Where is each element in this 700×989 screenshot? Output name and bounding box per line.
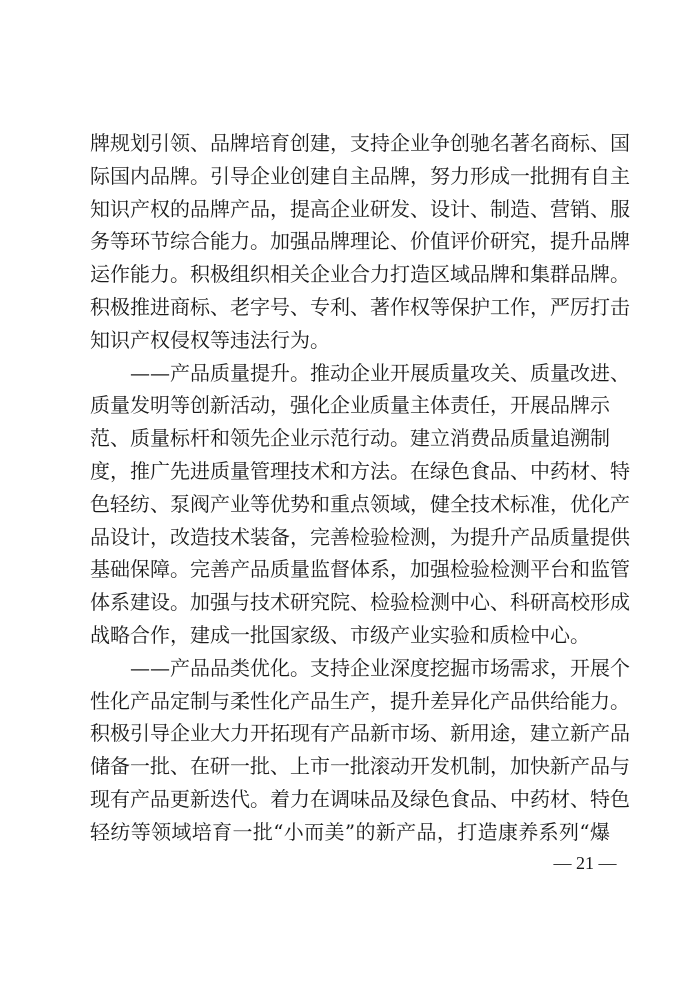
text-line: 积极推进商标、老字号、专利、著作权等保护工作，严厉打击 [90,294,630,319]
document-body [90,127,630,849]
text-line: 品设计，改造技术装备，完善检验检测，为提升产品质量提供 [90,524,630,549]
text-line: 体系建设。加强与技术研究院、检验检测中心、科研高校形成 [90,590,630,615]
paragraph-first-line: ——产品质量提升。推动企业开展质量攻关、质量改进、 [130,360,630,385]
text-line: 色轻纺、泵阀产业等优势和重点领域，健全技术标准，优化产 [90,491,630,516]
text-line: 范、质量标杆和领先企业示范行动。建立消费品质量追溯制 [90,426,610,451]
text-line: 战略合作，建成一批国家级、市级产业实验和质检中心。 [90,622,590,647]
text-line: 牌规划引领、品牌培育创建，支持企业争创驰名著名商标、国 [90,131,630,155]
text-line: 度，推广先进质量管理技术和方法。在绿色食品、中药材、特 [90,458,630,483]
text-line: 际国内品牌。引导企业创建自主品牌，努力形成一批拥有自主 [90,163,630,188]
text-line: 性化产品定制与柔性化产品生产，提升差异化产品供给能力。 [90,688,630,713]
text-line: 积极引导企业大力开拓现有产品新市场、新用途，建立新产品 [90,721,630,746]
text-line: 基础保障。完善产品质量监督体系，加强检验检测平台和监管 [90,557,630,582]
text-line: 储备一批、在研一批、上市一批滚动开发机制，加快新产品与 [90,754,630,779]
text-line: 运作能力。积极组织相关企业合力打造区域品牌和集群品牌。 [90,262,630,287]
text-line: 务等环节综合能力。加强品牌理论、价值评价研究，提升品牌 [90,229,630,254]
text-line: 轻纺等领域培育一批“小而美”的新产品，打造康养系列“爆 [90,819,610,844]
page-number: — 21 — [553,853,617,873]
text-line: 知识产权侵权等违法行为。 [90,327,330,352]
text-line: 现有产品更新迭代。着力在调味品及绿色食品、中药材、特色 [90,786,630,811]
text-line: 质量发明等创新活动，强化企业质量主体责任，开展品牌示 [90,393,610,418]
paragraph-first-line: ——产品品类优化。支持企业深度挖掘市场需求，开展个 [130,655,630,680]
text-line: 知识产权的品牌产品，提高企业研发、设计、制造、营销、服 [90,196,630,221]
